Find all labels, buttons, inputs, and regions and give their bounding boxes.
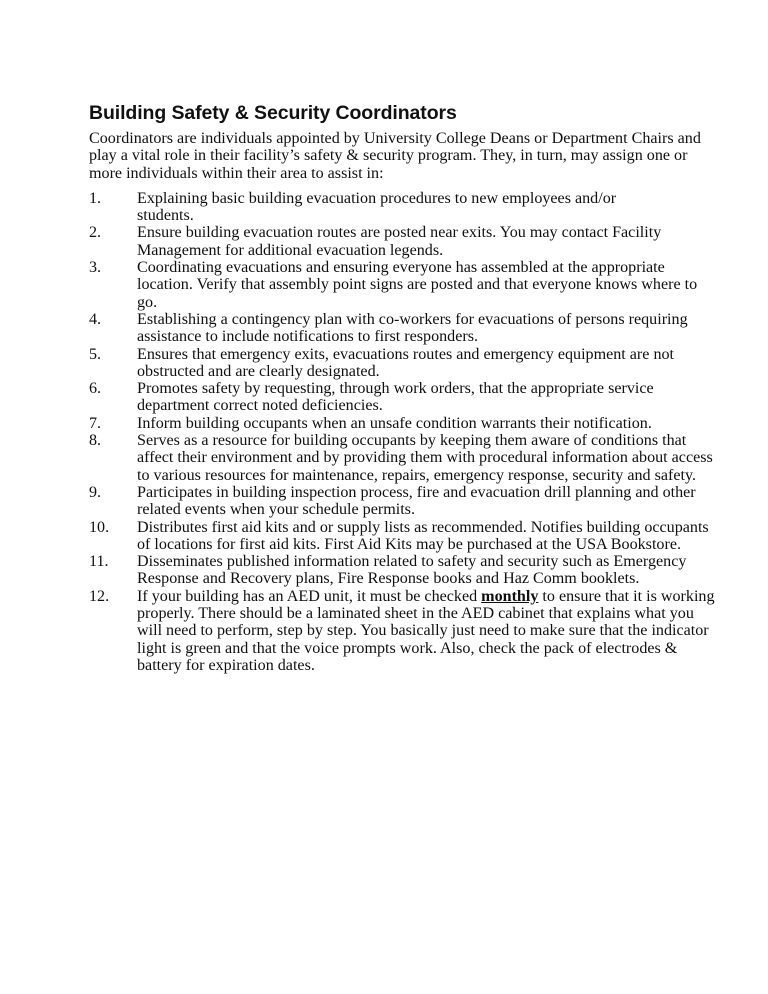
- list-item-text: [137, 224, 689, 259]
- list-item-number: 8.: [89, 432, 102, 450]
- list-item-line: obstructed and are clearly designated.: [137, 362, 380, 380]
- list-item: [89, 190, 689, 225]
- list-item-number: 7.: [89, 414, 102, 432]
- list-item-number: 12.: [89, 587, 110, 605]
- list-item-line: [137, 622, 715, 639]
- list-item-line: Ensures that emergency exits, evacuations routes and emergency equipment are not: [137, 345, 675, 363]
- list-item-line: Inform building occupants when an unsafe condition warrants their notification.: [137, 414, 652, 432]
- intro-line: Coordinators are individuals appointed by University College Deans or Department Chairs and: [89, 130, 701, 147]
- list-item: [89, 483, 696, 519]
- list-item-number: 1.: [89, 189, 102, 207]
- list-item-number: 9.: [89, 483, 102, 501]
- list-item-line: [137, 657, 715, 674]
- list-item: [89, 346, 689, 381]
- text-run: to ensure that it is working: [538, 587, 715, 605]
- list-item-line: Management for additional evacuation legends.: [137, 241, 444, 259]
- list-item-line: of locations for first aid kits. First Aid Kits may be purchased at the USA Bookstore.: [137, 535, 681, 553]
- list-item-text: [137, 311, 689, 346]
- list-item-line: Establishing a contingency plan with co-workers for evacuations of persons requiring: [137, 310, 688, 328]
- list-item: [89, 432, 713, 484]
- list-item-line: department correct noted deficiencies.: [137, 397, 383, 415]
- list-item-line: Disseminates published information related to safety and security such as Emergency: [137, 553, 687, 571]
- list-item: [89, 224, 689, 259]
- list-item-text: [137, 519, 709, 554]
- list-item-text: [137, 484, 696, 519]
- text-run: battery for expiration dates.: [137, 656, 315, 674]
- list-item-number: 2.: [89, 224, 102, 242]
- list-item-line: to various resources for maintenance, repairs, emergency response, security and safety.: [137, 466, 697, 484]
- list-item-number: 5.: [89, 345, 102, 363]
- list-item-line: [137, 640, 715, 657]
- list-item-text: [137, 346, 689, 381]
- list-item-number: 3.: [89, 259, 102, 277]
- list-item: [89, 311, 689, 346]
- list-item-line: students.: [137, 207, 194, 225]
- list-item-text: [137, 190, 689, 225]
- list-item-line: Serves as a resource for building occupants by keeping them aware of conditions that: [137, 432, 687, 450]
- list-item: [89, 259, 698, 311]
- list-item-text: [137, 415, 689, 432]
- text-run: properly. There should be a laminated sheet in the AED cabinet that explains what you: [137, 605, 694, 623]
- list-item: [89, 587, 715, 674]
- list-item-line: Ensure building evacuation routes are posted near exits. You may contact Facility: [137, 224, 662, 242]
- list-item-number: 11.: [89, 553, 109, 571]
- list-item-text: [137, 432, 713, 484]
- text-run: light is green and that the voice prompts work. Also, check the pack of electrodes &: [137, 639, 678, 657]
- list-item: [89, 380, 689, 415]
- list-item-number: 10.: [89, 518, 110, 536]
- list-item: [89, 553, 689, 588]
- list-item-line: affect their environment and by providing them with procedural information about access: [137, 449, 713, 467]
- list-item-line: Promotes safety by requesting, through work orders, that the appropriate service: [137, 380, 654, 398]
- list-item-line: go.: [137, 293, 158, 311]
- text-run: If your building has an AED unit, it must be checked: [137, 587, 482, 605]
- list-item-line: location. Verify that assembly point signs are posted and that everyone knows where to: [137, 276, 698, 294]
- list-item-number: 4.: [89, 310, 102, 328]
- intro-line: more individuals within their area to assist in:: [89, 164, 384, 182]
- intro-paragraph: [89, 130, 701, 182]
- list-item-line: Distributes first aid kits and or supply lists as recommended. Notifies building occupants: [137, 518, 709, 536]
- document-content: [89, 101, 715, 674]
- list-item-line: related events when your schedule permits.: [137, 501, 415, 519]
- emphasized-term: monthly: [481, 587, 539, 605]
- list-item: [89, 415, 689, 432]
- list-item-text: [137, 259, 697, 311]
- list-item-text: [137, 588, 715, 674]
- list-item-line: [137, 588, 715, 605]
- list-item-line: Coordinating evacuations and ensuring everyone has assembled at the appropriate: [137, 259, 665, 277]
- intro-line: play a vital role in their facility’s safety & security program. They, in turn, may assign one or: [89, 147, 688, 165]
- list-item-text: [137, 380, 689, 415]
- responsibilities-list: [89, 189, 715, 674]
- list-item-number: 6.: [89, 380, 102, 398]
- list-item-line: Explaining basic building evacuation procedures to new employees and/or: [137, 189, 617, 207]
- text-run: will need to perform, step by step. You basically just need to make sure that the indicator: [137, 622, 709, 640]
- list-item-line: Participates in building inspection process, fire and evacuation drill planning and other: [137, 483, 696, 501]
- page-title: Building Safety & Security Coordinators: [89, 102, 457, 124]
- list-item-line: Response and Recovery plans, Fire Response books and Haz Comm booklets.: [137, 570, 640, 588]
- list-item-text: [137, 553, 689, 588]
- list-item-line: [137, 605, 715, 622]
- list-item: [89, 518, 709, 554]
- list-item-line: assistance to include notifications to first responders.: [137, 328, 479, 346]
